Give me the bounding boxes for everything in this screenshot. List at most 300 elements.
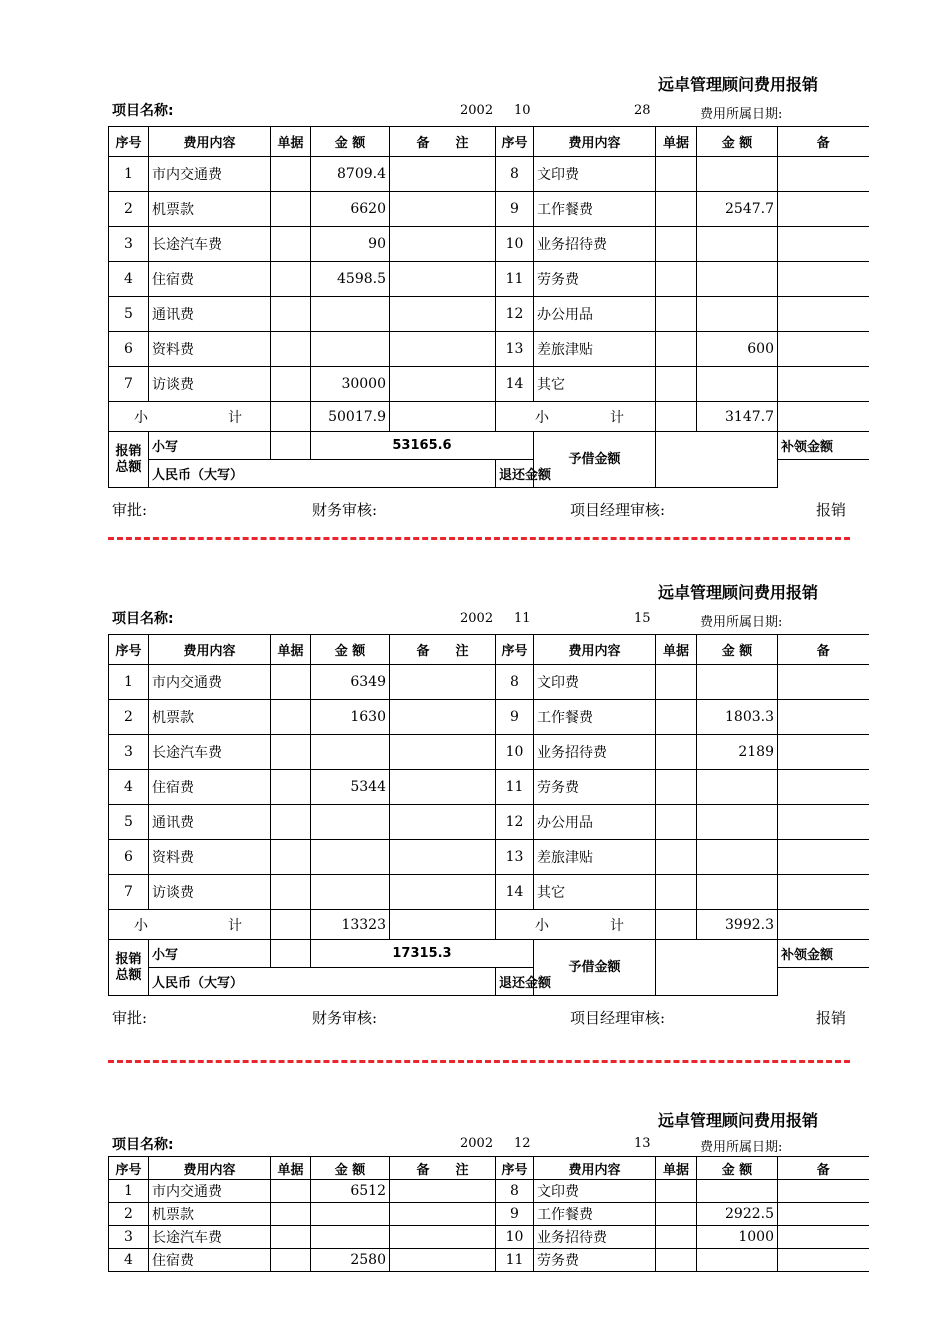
row-no: 2 xyxy=(109,1203,149,1226)
row-item-2: 其它 xyxy=(534,875,656,910)
row-no: 5 xyxy=(109,297,149,332)
row-no: 6 xyxy=(109,332,149,367)
row-receipt-2 xyxy=(656,840,697,875)
row-receipt xyxy=(271,192,311,227)
row-remark-2 xyxy=(778,735,869,770)
row-amount xyxy=(311,1203,390,1226)
row-receipt-2 xyxy=(656,805,697,840)
row-no: 3 xyxy=(109,1226,149,1249)
row-remark xyxy=(390,227,496,262)
row-remark xyxy=(390,840,496,875)
expense-form-2 xyxy=(108,574,850,1044)
row-receipt xyxy=(271,367,311,402)
row-no: 3 xyxy=(109,227,149,262)
row-remark-2 xyxy=(778,157,869,192)
row-no: 3 xyxy=(109,735,149,770)
row-no: 4 xyxy=(109,770,149,805)
form-meta xyxy=(108,608,868,630)
row-amount xyxy=(311,332,390,367)
expense-table xyxy=(108,1156,869,1272)
row-amount: 6620 xyxy=(311,192,390,227)
total-row-lower xyxy=(109,940,869,968)
date-month: 11 xyxy=(514,611,531,626)
date-label: 费用所属日期: xyxy=(700,107,783,122)
row-amount xyxy=(311,1226,390,1249)
row-item: 长途汽车费 xyxy=(149,1226,271,1249)
col-receipt-2: 单据 xyxy=(656,127,697,157)
col-amount-2: 金 额 xyxy=(697,635,778,665)
row-no-2: 10 xyxy=(496,227,534,262)
row-item-2: 工作餐费 xyxy=(534,192,656,227)
row-remark-2 xyxy=(778,192,869,227)
table-row xyxy=(109,805,869,840)
row-no-2: 8 xyxy=(496,665,534,700)
row-no-2: 12 xyxy=(496,805,534,840)
row-amount-2 xyxy=(697,367,778,402)
row-receipt-2 xyxy=(656,367,697,402)
row-no-2: 8 xyxy=(496,1180,534,1203)
date-month: 10 xyxy=(514,103,531,118)
total-row-lower xyxy=(109,432,869,460)
row-amount xyxy=(311,297,390,332)
row-item: 机票款 xyxy=(149,192,271,227)
row-amount-2 xyxy=(697,840,778,875)
row-no: 4 xyxy=(109,1249,149,1272)
row-remark-2 xyxy=(778,227,869,262)
header-row xyxy=(109,127,869,157)
subtotal-remark-2 xyxy=(778,910,869,940)
row-no-2: 9 xyxy=(496,1203,534,1226)
row-no-2: 9 xyxy=(496,700,534,735)
row-remark-2 xyxy=(778,665,869,700)
row-no: 7 xyxy=(109,875,149,910)
subtotal-right: 3147.7 xyxy=(697,402,778,432)
row-receipt xyxy=(271,665,311,700)
supplement-label: 补领金额 xyxy=(778,432,869,460)
row-item: 市内交通费 xyxy=(149,665,271,700)
row-amount xyxy=(311,805,390,840)
expense-form-3 xyxy=(108,1104,850,1274)
row-amount-2: 1000 xyxy=(697,1226,778,1249)
row-no-2: 13 xyxy=(496,840,534,875)
row-remark xyxy=(390,875,496,910)
row-amount-2 xyxy=(697,157,778,192)
row-amount-2: 2547.7 xyxy=(697,192,778,227)
lower-blank xyxy=(271,940,311,968)
date-day: 13 xyxy=(634,1136,651,1151)
row-remark-2 xyxy=(778,1180,869,1203)
row-receipt xyxy=(271,227,311,262)
col-no-2: 序号 xyxy=(496,1157,534,1180)
total-lower-value: 53165.6 xyxy=(311,432,534,460)
row-receipt-2 xyxy=(656,332,697,367)
row-receipt xyxy=(271,735,311,770)
table-row xyxy=(109,1249,869,1272)
subtotal-right: 3992.3 xyxy=(697,910,778,940)
col-receipt-2: 单据 xyxy=(656,635,697,665)
row-item: 市内交通费 xyxy=(149,157,271,192)
row-no: 6 xyxy=(109,840,149,875)
row-receipt-2 xyxy=(656,1180,697,1203)
row-item: 住宿费 xyxy=(149,262,271,297)
row-receipt-2 xyxy=(656,1249,697,1272)
row-remark-2 xyxy=(778,700,869,735)
row-item: 机票款 xyxy=(149,700,271,735)
col-item-2: 费用内容 xyxy=(534,127,656,157)
row-no: 7 xyxy=(109,367,149,402)
col-amount: 金 额 xyxy=(311,635,390,665)
row-receipt-2 xyxy=(656,192,697,227)
subtotal-remark xyxy=(390,910,496,940)
row-amount: 6349 xyxy=(311,665,390,700)
table-row xyxy=(109,735,869,770)
row-no-2: 10 xyxy=(496,735,534,770)
table-row xyxy=(109,1226,869,1249)
row-amount xyxy=(311,875,390,910)
row-amount: 8709.4 xyxy=(311,157,390,192)
borrow-label: 予借金额 xyxy=(534,940,656,996)
row-remark-2 xyxy=(778,805,869,840)
row-item-2: 劳务费 xyxy=(534,262,656,297)
col-no-2: 序号 xyxy=(496,127,534,157)
row-item: 市内交通费 xyxy=(149,1180,271,1203)
table-row xyxy=(109,262,869,297)
date-year: 2002 xyxy=(460,103,494,118)
row-remark xyxy=(390,297,496,332)
cut-line xyxy=(108,537,850,540)
row-amount: 2580 xyxy=(311,1249,390,1272)
col-amount-2: 金 额 xyxy=(697,127,778,157)
row-item: 住宿费 xyxy=(149,1249,271,1272)
table-row xyxy=(109,192,869,227)
subtotal-receipt xyxy=(271,402,311,432)
col-remark: 备 注 xyxy=(390,635,496,665)
row-amount-2: 2922.5 xyxy=(697,1203,778,1226)
row-remark xyxy=(390,332,496,367)
col-item-2: 费用内容 xyxy=(534,635,656,665)
refund-label: 退还金额 xyxy=(496,460,534,488)
row-amount-2 xyxy=(697,1180,778,1203)
upper-label: 人民币（大写） xyxy=(149,968,496,996)
table-row xyxy=(109,770,869,805)
row-receipt xyxy=(271,262,311,297)
row-no-2: 11 xyxy=(496,1249,534,1272)
row-amount: 90 xyxy=(311,227,390,262)
row-item-2: 办公用品 xyxy=(534,297,656,332)
row-receipt-2 xyxy=(656,665,697,700)
row-receipt xyxy=(271,1203,311,1226)
table-row xyxy=(109,875,869,910)
subtotal-receipt-2 xyxy=(656,910,697,940)
row-item-2: 劳务费 xyxy=(534,1249,656,1272)
row-amount: 1630 xyxy=(311,700,390,735)
col-item: 费用内容 xyxy=(149,1157,271,1180)
row-remark xyxy=(390,1203,496,1226)
project-name-label: 项目名称: xyxy=(112,103,174,119)
row-receipt xyxy=(271,1226,311,1249)
row-remark-2 xyxy=(778,1249,869,1272)
col-remark-2: 备 xyxy=(778,127,869,157)
expense-table xyxy=(108,634,869,996)
row-receipt-2 xyxy=(656,770,697,805)
col-remark-2: 备 xyxy=(778,1157,869,1180)
row-remark-2 xyxy=(778,332,869,367)
sig-approve: 审批: xyxy=(112,501,148,519)
subtotal-label-2 xyxy=(496,910,656,940)
form-title: 远卓管理顾问费用报销 xyxy=(658,75,819,94)
row-no: 1 xyxy=(109,157,149,192)
row-amount-2 xyxy=(697,1249,778,1272)
lower-blank xyxy=(271,432,311,460)
row-item: 机票款 xyxy=(149,1203,271,1226)
subtotal-left: 13323 xyxy=(311,910,390,940)
date-label: 费用所属日期: xyxy=(700,1140,783,1155)
form-title: 远卓管理顾问费用报销 xyxy=(658,583,819,602)
row-receipt-2 xyxy=(656,1226,697,1249)
row-receipt-2 xyxy=(656,262,697,297)
date-day: 28 xyxy=(634,103,651,118)
row-remark-2 xyxy=(778,367,869,402)
row-amount-2 xyxy=(697,262,778,297)
sig-approve: 审批: xyxy=(112,1009,148,1027)
subtotal-label-b: 计 xyxy=(228,917,242,934)
row-remark xyxy=(390,735,496,770)
row-receipt-2 xyxy=(656,700,697,735)
row-no-2: 10 xyxy=(496,1226,534,1249)
col-item: 费用内容 xyxy=(149,127,271,157)
col-amount: 金 额 xyxy=(311,1157,390,1180)
sig-finance: 财务审核: xyxy=(312,501,378,519)
cut-line xyxy=(108,1060,850,1063)
header-row xyxy=(109,1157,869,1180)
row-amount: 5344 xyxy=(311,770,390,805)
row-no-2: 14 xyxy=(496,367,534,402)
row-receipt xyxy=(271,1249,311,1272)
col-no: 序号 xyxy=(109,127,149,157)
sig-pm: 项目经理审核: xyxy=(570,501,666,519)
row-amount-2: 600 xyxy=(697,332,778,367)
row-no: 4 xyxy=(109,262,149,297)
row-amount: 30000 xyxy=(311,367,390,402)
form-meta xyxy=(108,100,868,122)
row-item-2: 其它 xyxy=(534,367,656,402)
row-remark xyxy=(390,157,496,192)
col-no-2: 序号 xyxy=(496,635,534,665)
total-lower-value: 17315.3 xyxy=(311,940,534,968)
row-item-2: 办公用品 xyxy=(534,805,656,840)
row-remark-2 xyxy=(778,770,869,805)
subtotal-label-b: 计 xyxy=(610,917,624,934)
subtotal-receipt xyxy=(271,910,311,940)
borrow-value xyxy=(656,940,778,996)
row-receipt xyxy=(271,1180,311,1203)
row-receipt xyxy=(271,297,311,332)
row-amount: 6512 xyxy=(311,1180,390,1203)
row-item: 访谈费 xyxy=(149,875,271,910)
date-day: 15 xyxy=(634,611,651,626)
borrow-label: 予借金额 xyxy=(534,432,656,488)
subtotal-label-a: 小 xyxy=(535,409,549,426)
table-row xyxy=(109,332,869,367)
row-remark xyxy=(390,192,496,227)
row-receipt xyxy=(271,157,311,192)
sig-claim: 报销 xyxy=(816,501,847,519)
row-remark xyxy=(390,1180,496,1203)
row-no: 1 xyxy=(109,665,149,700)
row-remark xyxy=(390,700,496,735)
date-month: 12 xyxy=(514,1136,531,1151)
row-item: 长途汽车费 xyxy=(149,735,271,770)
row-remark-2 xyxy=(778,1226,869,1249)
row-remark-2 xyxy=(778,262,869,297)
row-receipt xyxy=(271,700,311,735)
row-no-2: 11 xyxy=(496,770,534,805)
row-amount-2 xyxy=(697,297,778,332)
row-amount-2 xyxy=(697,805,778,840)
form-title: 远卓管理顾问费用报销 xyxy=(658,1111,819,1130)
row-amount-2 xyxy=(697,770,778,805)
col-amount-2: 金 额 xyxy=(697,1157,778,1180)
expense-form-1 xyxy=(108,66,850,536)
row-item: 住宿费 xyxy=(149,770,271,805)
sig-pm: 项目经理审核: xyxy=(570,1009,666,1027)
row-no: 1 xyxy=(109,1180,149,1203)
subtotal-label-b: 计 xyxy=(228,409,242,426)
row-item-2: 工作餐费 xyxy=(534,700,656,735)
form-meta xyxy=(108,1134,868,1156)
subtotal-label-a: 小 xyxy=(134,917,148,934)
project-name-label: 项目名称: xyxy=(112,611,174,627)
row-item: 长途汽车费 xyxy=(149,227,271,262)
subtotal-label-b: 计 xyxy=(610,409,624,426)
row-item-2: 业务招待费 xyxy=(534,227,656,262)
row-item-2: 文印费 xyxy=(534,157,656,192)
row-no: 2 xyxy=(109,700,149,735)
subtotal-label-2 xyxy=(496,402,656,432)
row-item: 资料费 xyxy=(149,332,271,367)
table-row xyxy=(109,297,869,332)
row-item: 资料费 xyxy=(149,840,271,875)
row-receipt xyxy=(271,332,311,367)
row-remark-2 xyxy=(778,297,869,332)
table-row xyxy=(109,840,869,875)
row-item-2: 业务招待费 xyxy=(534,735,656,770)
subtotal-label xyxy=(109,402,271,432)
row-receipt-2 xyxy=(656,157,697,192)
date-year: 2002 xyxy=(460,1136,494,1151)
row-item-2: 文印费 xyxy=(534,665,656,700)
col-remark: 备 注 xyxy=(390,127,496,157)
row-item-2: 劳务费 xyxy=(534,770,656,805)
row-remark xyxy=(390,1249,496,1272)
row-no-2: 14 xyxy=(496,875,534,910)
row-remark xyxy=(390,805,496,840)
row-remark xyxy=(390,1226,496,1249)
row-no-2: 12 xyxy=(496,297,534,332)
subtotal-remark-2 xyxy=(778,402,869,432)
row-item: 通讯费 xyxy=(149,805,271,840)
upper-label: 人民币（大写） xyxy=(149,460,496,488)
row-remark-2 xyxy=(778,875,869,910)
col-no: 序号 xyxy=(109,1157,149,1180)
col-receipt: 单据 xyxy=(271,635,311,665)
row-amount: 4598.5 xyxy=(311,262,390,297)
sig-finance: 财务审核: xyxy=(312,1009,378,1027)
row-receipt xyxy=(271,805,311,840)
col-item: 费用内容 xyxy=(149,635,271,665)
row-remark xyxy=(390,665,496,700)
col-receipt-2: 单据 xyxy=(656,1157,697,1180)
row-receipt-2 xyxy=(656,297,697,332)
borrow-value xyxy=(656,432,778,488)
row-item-2: 工作餐费 xyxy=(534,1203,656,1226)
subtotal-remark xyxy=(390,402,496,432)
col-remark: 备 注 xyxy=(390,1157,496,1180)
supplement-label: 补领金额 xyxy=(778,940,869,968)
total-group-label: 报销总额 xyxy=(109,940,149,996)
table-row xyxy=(109,157,869,192)
refund-label: 退还金额 xyxy=(496,968,534,996)
row-amount-2 xyxy=(697,227,778,262)
row-remark-2 xyxy=(778,1203,869,1226)
row-no-2: 13 xyxy=(496,332,534,367)
expense-table xyxy=(108,126,869,488)
row-receipt-2 xyxy=(656,227,697,262)
col-receipt: 单据 xyxy=(271,127,311,157)
table-row xyxy=(109,700,869,735)
lower-label: 小写 xyxy=(149,940,271,968)
row-receipt-2 xyxy=(656,1203,697,1226)
row-amount-2: 1803.3 xyxy=(697,700,778,735)
subtotal-row xyxy=(109,910,869,940)
row-receipt-2 xyxy=(656,735,697,770)
subtotal-row xyxy=(109,402,869,432)
col-item-2: 费用内容 xyxy=(534,1157,656,1180)
row-receipt xyxy=(271,770,311,805)
project-name-label: 项目名称: xyxy=(112,1137,174,1153)
row-item-2: 差旅津贴 xyxy=(534,332,656,367)
col-remark-2: 备 xyxy=(778,635,869,665)
row-no-2: 8 xyxy=(496,157,534,192)
subtotal-receipt-2 xyxy=(656,402,697,432)
row-no-2: 9 xyxy=(496,192,534,227)
table-row xyxy=(109,665,869,700)
total-group-label: 报销总额 xyxy=(109,432,149,488)
col-no: 序号 xyxy=(109,635,149,665)
row-item: 通讯费 xyxy=(149,297,271,332)
row-receipt xyxy=(271,875,311,910)
row-remark xyxy=(390,770,496,805)
row-receipt-2 xyxy=(656,875,697,910)
row-remark-2 xyxy=(778,840,869,875)
row-amount xyxy=(311,840,390,875)
row-amount xyxy=(311,735,390,770)
row-item-2: 业务招待费 xyxy=(534,1226,656,1249)
row-item-2: 文印费 xyxy=(534,1180,656,1203)
lower-label: 小写 xyxy=(149,432,271,460)
row-no: 2 xyxy=(109,192,149,227)
date-year: 2002 xyxy=(460,611,494,626)
row-remark xyxy=(390,367,496,402)
row-no: 5 xyxy=(109,805,149,840)
sig-claim: 报销 xyxy=(816,1009,847,1027)
col-amount: 金 额 xyxy=(311,127,390,157)
date-label: 费用所属日期: xyxy=(700,615,783,630)
row-amount-2: 2189 xyxy=(697,735,778,770)
row-item: 访谈费 xyxy=(149,367,271,402)
table-row xyxy=(109,1180,869,1203)
subtotal-label-a: 小 xyxy=(134,409,148,426)
